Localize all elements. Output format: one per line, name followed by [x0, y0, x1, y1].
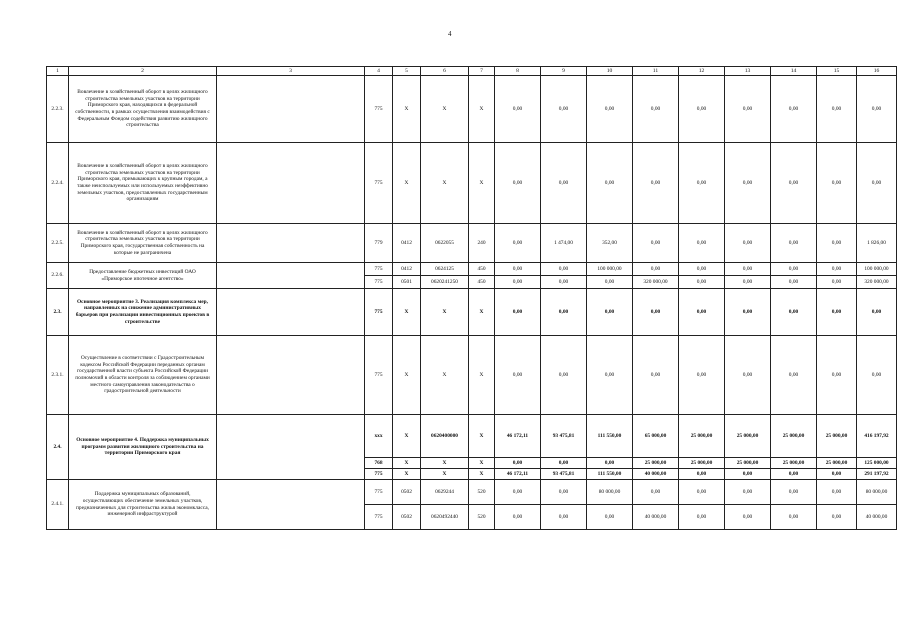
value-cell-col-16: 291 197,92 [857, 469, 897, 480]
value-cell-col-13: 0,00 [725, 224, 771, 263]
table-row [47, 480, 897, 505]
value-cell-col-16: 40 000,00 [857, 505, 897, 530]
value-cell-col-10: 352,00 [587, 224, 633, 263]
value-cell-col-15: 0,00 [817, 336, 857, 415]
value-cell-col-13: 25 000,00 [725, 458, 771, 469]
value-cell-col-10: 0,00 [587, 289, 633, 336]
value-cell-col-6: X [421, 76, 469, 143]
value-cell-col-4: 775 [365, 289, 393, 336]
value-cell-col-11: 0,00 [633, 263, 679, 276]
header-cell-4: 4 [365, 67, 393, 76]
value-cell-col-12: 25 000,00 [679, 415, 725, 458]
value-cell-col-16: 0,00 [857, 76, 897, 143]
row-number: 2.3. [47, 289, 69, 336]
value-cell-col-7: X [469, 469, 495, 480]
value-cell-col-10: 80 000,00 [587, 480, 633, 505]
table-row [47, 336, 897, 415]
header-cell-1: 1 [47, 67, 69, 76]
row-description: Основное мероприятие 4. Поддержка муниципальных программ развития жилищного строительства на территории Приморского края [69, 415, 217, 480]
value-cell-col-9: 1 474,00 [541, 224, 587, 263]
value-cell-col-10: 100 000,00 [587, 263, 633, 276]
budget-table [46, 66, 897, 530]
table-row [47, 289, 897, 336]
value-cell-col-12: 0,00 [679, 143, 725, 224]
value-cell-col-4: 775 [365, 76, 393, 143]
value-cell-col-8: 0,00 [495, 336, 541, 415]
value-cell-col-5: 0412 [393, 263, 421, 276]
value-cell-col-11: 0,00 [633, 336, 679, 415]
value-cell-col-14: 0,00 [771, 224, 817, 263]
value-cell-col-7: 240 [469, 224, 495, 263]
value-cell-col-11: 40 000,00 [633, 469, 679, 480]
table-row [47, 224, 897, 263]
table-row [47, 143, 897, 224]
value-cell-col-4: ххх [365, 415, 393, 458]
value-cell-col-10: 0,00 [587, 505, 633, 530]
value-cell-col-6: 0620400000 [421, 415, 469, 458]
header-cell-15: 15 [817, 67, 857, 76]
value-cell-col-13: 0,00 [725, 289, 771, 336]
empty-cell [217, 263, 365, 289]
value-cell-col-15: 0,00 [817, 263, 857, 276]
value-cell-col-5: 0501 [393, 276, 421, 289]
value-cell-col-6: X [421, 458, 469, 469]
value-cell-col-16: 0,00 [857, 289, 897, 336]
value-cell-col-12: 0,00 [679, 76, 725, 143]
value-cell-col-7: X [469, 289, 495, 336]
empty-cell [217, 289, 365, 336]
value-cell-col-11: 40 000,00 [633, 505, 679, 530]
value-cell-col-8: 0,00 [495, 224, 541, 263]
row-number: 2.4.1. [47, 480, 69, 530]
value-cell-col-11: 25 000,00 [633, 458, 679, 469]
value-cell-col-7: 450 [469, 276, 495, 289]
value-cell-col-15: 0,00 [817, 143, 857, 224]
value-cell-col-4: 775 [365, 505, 393, 530]
value-cell-col-11: 320 000,00 [633, 276, 679, 289]
value-cell-col-9: 0,00 [541, 505, 587, 530]
value-cell-col-5: X [393, 415, 421, 458]
value-cell-col-16: 320 000,00 [857, 276, 897, 289]
row-description: Предоставление бюджетных инвестиций ОАО «Приморское ипотечное агентство» [69, 263, 217, 289]
value-cell-col-4: 775 [365, 480, 393, 505]
header-cell-13: 13 [725, 67, 771, 76]
value-cell-col-12: 0,00 [679, 480, 725, 505]
value-cell-col-4: 775 [365, 263, 393, 276]
value-cell-col-15: 0,00 [817, 289, 857, 336]
value-cell-col-8: 0,00 [495, 505, 541, 530]
value-cell-col-7: 450 [469, 263, 495, 276]
value-cell-col-13: 25 000,00 [725, 415, 771, 458]
value-cell-col-9: 0,00 [541, 480, 587, 505]
value-cell-col-6: X [421, 336, 469, 415]
value-cell-col-8: 0,00 [495, 276, 541, 289]
value-cell-col-9: 0,00 [541, 263, 587, 276]
value-cell-col-14: 0,00 [771, 76, 817, 143]
value-cell-col-13: 0,00 [725, 480, 771, 505]
value-cell-col-15: 25 000,00 [817, 415, 857, 458]
value-cell-col-14: 0,00 [771, 480, 817, 505]
row-description: Осуществление в соответствии с Градостроительным кодексом Российской Федерации переданных органам государственной власти субъекта Российской Федерации полномочий в области контроля за соблюдением органами местного самоуправления законодательства о градостроительной деятельности [69, 336, 217, 415]
value-cell-col-13: 0,00 [725, 76, 771, 143]
value-cell-col-7: 520 [469, 480, 495, 505]
value-cell-col-14: 0,00 [771, 505, 817, 530]
value-cell-col-15: 0,00 [817, 469, 857, 480]
row-number: 2.2.5. [47, 224, 69, 263]
empty-cell [217, 415, 365, 480]
header-cell-8: 8 [495, 67, 541, 76]
value-cell-col-13: 0,00 [725, 469, 771, 480]
value-cell-col-14: 25 000,00 [771, 458, 817, 469]
value-cell-col-11: 65 000,00 [633, 415, 679, 458]
value-cell-col-4: 768 [365, 458, 393, 469]
row-description: Основное мероприятие 3. Реализация комплекса мер, направленных на снижение административных барьеров при реализации инвестиционных проектов в строительстве [69, 289, 217, 336]
value-cell-col-16: 100 000,00 [857, 263, 897, 276]
value-cell-col-15: 0,00 [817, 505, 857, 530]
header-row [47, 67, 897, 76]
header-cell-10: 10 [587, 67, 633, 76]
value-cell-col-5: X [393, 76, 421, 143]
value-cell-col-14: 0,00 [771, 469, 817, 480]
empty-cell [217, 480, 365, 530]
value-cell-col-16: 0,00 [857, 143, 897, 224]
value-cell-col-15: 25 000,00 [817, 458, 857, 469]
value-cell-col-16: 1 826,00 [857, 224, 897, 263]
value-cell-col-12: 0,00 [679, 336, 725, 415]
value-cell-col-12: 0,00 [679, 276, 725, 289]
value-cell-col-10: 0,00 [587, 336, 633, 415]
empty-cell [217, 224, 365, 263]
value-cell-col-5: 0502 [393, 505, 421, 530]
value-cell-col-16: 0,00 [857, 336, 897, 415]
value-cell-col-6: 0624125 [421, 263, 469, 276]
value-cell-col-9: 0,00 [541, 143, 587, 224]
value-cell-col-9: 0,00 [541, 76, 587, 143]
value-cell-col-12: 0,00 [679, 263, 725, 276]
header-cell-16: 16 [857, 67, 897, 76]
value-cell-col-10: 111 550,00 [587, 469, 633, 480]
header-cell-5: 5 [393, 67, 421, 76]
row-description: Поддержка муниципальных образований, осуществляющих обеспечение земельных участков, предназначенных для строительства жилья экономкласса, инженерной инфраструктурой [69, 480, 217, 530]
value-cell-col-9: 93 475,81 [541, 469, 587, 480]
empty-cell [217, 143, 365, 224]
value-cell-col-11: 0,00 [633, 224, 679, 263]
value-cell-col-6: 0620241250 [421, 276, 469, 289]
table-row [47, 76, 897, 143]
value-cell-col-9: 0,00 [541, 458, 587, 469]
header-cell-2: 2 [69, 67, 217, 76]
value-cell-col-11: 0,00 [633, 76, 679, 143]
row-number: 2.2.3. [47, 76, 69, 143]
row-description: Вовлечение в хозяйственный оборот в целях жилищного строительства земельных участков на территории Приморского края, находящихся в федеральной собственности, в рамках осуществления взаимодействия с Федеральным Фондом содействия развитию жилищного строительства [69, 76, 217, 143]
value-cell-col-13: 0,00 [725, 143, 771, 224]
value-cell-col-14: 0,00 [771, 289, 817, 336]
value-cell-col-5: X [393, 289, 421, 336]
value-cell-col-5: X [393, 336, 421, 415]
value-cell-col-16: 416 197,92 [857, 415, 897, 458]
row-description: Вовлечение в хозяйственный оборот в целях жилищного строительства земельных участков на территории Приморского края, примыкающих к крупным городам, а также неиспользуемых или используемых неэффективно земельных участков, предоставленных государственным организациям [69, 143, 217, 224]
value-cell-col-7: X [469, 415, 495, 458]
header-cell-14: 14 [771, 67, 817, 76]
value-cell-col-12: 0,00 [679, 505, 725, 530]
value-cell-col-12: 0,00 [679, 469, 725, 480]
value-cell-col-4: 775 [365, 143, 393, 224]
value-cell-col-12: 25 000,00 [679, 458, 725, 469]
header-cell-3: 3 [217, 67, 365, 76]
value-cell-col-9: 0,00 [541, 289, 587, 336]
value-cell-col-16: 125 000,00 [857, 458, 897, 469]
value-cell-col-8: 46 172,11 [495, 415, 541, 458]
value-cell-col-13: 0,00 [725, 505, 771, 530]
value-cell-col-12: 0,00 [679, 224, 725, 263]
value-cell-col-13: 0,00 [725, 336, 771, 415]
value-cell-col-10: 0,00 [587, 458, 633, 469]
value-cell-col-5: 0502 [393, 480, 421, 505]
value-cell-col-15: 0,00 [817, 76, 857, 143]
value-cell-col-9: 0,00 [541, 276, 587, 289]
header-cell-6: 6 [421, 67, 469, 76]
value-cell-col-15: 0,00 [817, 224, 857, 263]
value-cell-col-15: 0,00 [817, 480, 857, 505]
value-cell-col-7: X [469, 143, 495, 224]
value-cell-col-4: 775 [365, 276, 393, 289]
value-cell-col-6: X [421, 143, 469, 224]
page-number: 4 [448, 30, 452, 38]
value-cell-col-7: X [469, 336, 495, 415]
value-cell-col-13: 0,00 [725, 276, 771, 289]
value-cell-col-5: X [393, 143, 421, 224]
value-cell-col-8: 46 172,11 [495, 469, 541, 480]
value-cell-col-9: 93 475,81 [541, 415, 587, 458]
value-cell-col-8: 0,00 [495, 76, 541, 143]
value-cell-col-6: X [421, 289, 469, 336]
value-cell-col-11: 0,00 [633, 289, 679, 336]
value-cell-col-10: 0,00 [587, 276, 633, 289]
value-cell-col-8: 0,00 [495, 263, 541, 276]
value-cell-col-11: 0,00 [633, 143, 679, 224]
value-cell-col-6: X [421, 469, 469, 480]
value-cell-col-14: 0,00 [771, 276, 817, 289]
row-number: 2.4. [47, 415, 69, 480]
value-cell-col-7: 520 [469, 505, 495, 530]
table-row [47, 415, 897, 458]
value-cell-col-12: 0,00 [679, 289, 725, 336]
value-cell-col-11: 0,00 [633, 480, 679, 505]
value-cell-col-6: 0620492440 [421, 505, 469, 530]
value-cell-col-5: 0412 [393, 224, 421, 263]
value-cell-col-4: 779 [365, 224, 393, 263]
value-cell-col-14: 0,00 [771, 263, 817, 276]
value-cell-col-13: 0,00 [725, 263, 771, 276]
value-cell-col-15: 0,00 [817, 276, 857, 289]
empty-cell [217, 76, 365, 143]
value-cell-col-10: 111 550,00 [587, 415, 633, 458]
table-row [47, 263, 897, 276]
value-cell-col-8: 0,00 [495, 143, 541, 224]
row-description: Вовлечение в хозяйственный оборот в целях жилищного строительства земельных участков на территории Приморского края, государственная собственность на которые не разграничена [69, 224, 217, 263]
value-cell-col-5: X [393, 469, 421, 480]
value-cell-col-6: 0622055 [421, 224, 469, 263]
row-number: 2.2.4. [47, 143, 69, 224]
row-number: 2.3.1. [47, 336, 69, 415]
value-cell-col-8: 0,00 [495, 480, 541, 505]
header-cell-11: 11 [633, 67, 679, 76]
row-number: 2.2.6. [47, 263, 69, 289]
header-cell-12: 12 [679, 67, 725, 76]
empty-cell [217, 336, 365, 415]
value-cell-col-8: 0,00 [495, 458, 541, 469]
value-cell-col-14: 25 000,00 [771, 415, 817, 458]
value-cell-col-10: 0,00 [587, 143, 633, 224]
value-cell-col-8: 0,00 [495, 289, 541, 336]
value-cell-col-4: 775 [365, 336, 393, 415]
header-cell-7: 7 [469, 67, 495, 76]
value-cell-col-14: 0,00 [771, 143, 817, 224]
value-cell-col-10: 0,00 [587, 76, 633, 143]
value-cell-col-6: 0629244 [421, 480, 469, 505]
value-cell-col-16: 80 000,00 [857, 480, 897, 505]
value-cell-col-9: 0,00 [541, 336, 587, 415]
value-cell-col-7: X [469, 76, 495, 143]
value-cell-col-4: 775 [365, 469, 393, 480]
header-cell-9: 9 [541, 67, 587, 76]
value-cell-col-5: X [393, 458, 421, 469]
value-cell-col-7: X [469, 458, 495, 469]
value-cell-col-14: 0,00 [771, 336, 817, 415]
